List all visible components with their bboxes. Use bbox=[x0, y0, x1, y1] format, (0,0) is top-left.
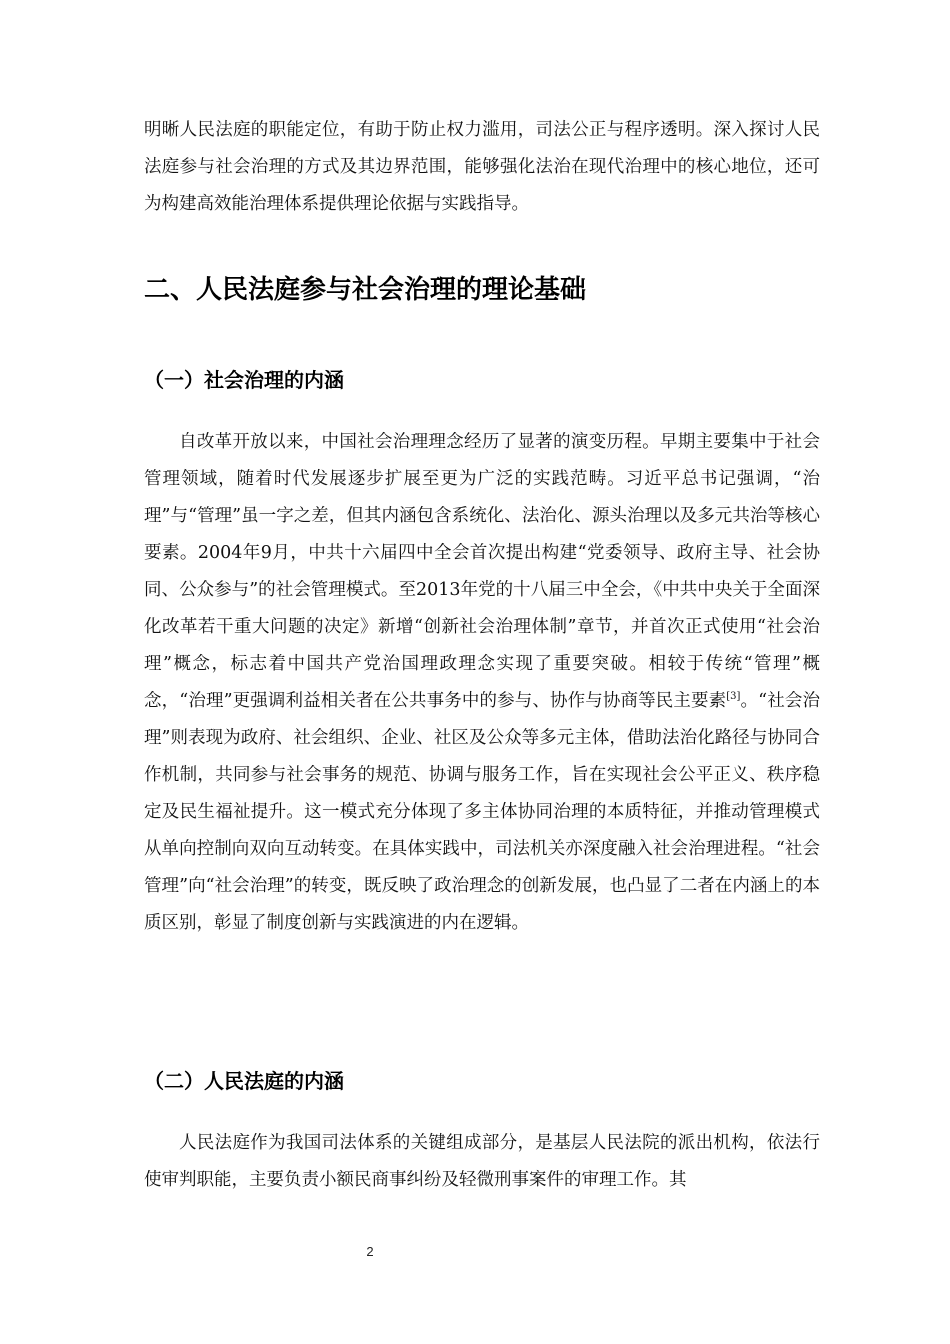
intro-paragraph: 明晰人民法庭的职能定位，有助于防止权力滥用，司法公正与程序透明。深入探讨人民法庭参与社会治理的方式及其边界范围，能够强化法治在现代治理中的核心地位，还可为构建高效能治理体系提供理论依据与实践指导。 bbox=[144, 120, 820, 214]
subsection-1-paragraph bbox=[144, 424, 820, 942]
section-heading: 二、人民法庭参与社会治理的理论基础 bbox=[144, 275, 587, 305]
subsection-1-text-a: 自改革开放以来，中国社会治理理念经历了显著的演变历程。早期主要集中于社会管理领域，随着时代发展逐步扩展至更为广泛的实践范畴。习近平总书记强调，“治理”与“管理”虽一字之差，但其内涵包含系统化、法治化、源头治理以及多元共治等核心要素。2004年9月，中共十六届四中全会首次提出构建“党委领导、政府主导、社会协同、公众参与”的社会管理模式。至2013年党的十八届三中全会，《中共中央关于全面深化改革若干重大问题的决定》新增“创新社会治理体制”章节，并首次正式使用“社会治理”概念，标志着中国共产党治国理政理念实现了重要突破。相较于传统“管理”概念，“治理”更强调利益相关者在公共事务中的参与、协作与协商等民主要素 bbox=[144, 432, 820, 711]
subsection-2-paragraph: 人民法庭作为我国司法体系的关键组成部分，是基层人民法院的派出机构，依法行使审判职能，主要负责小额民商事纠纷及轻微刑事案件的审理工作。其 bbox=[144, 1133, 820, 1190]
page-number: 2 bbox=[366, 1244, 374, 1259]
subsection-heading-2: （二）人民法庭的内涵 bbox=[144, 1069, 344, 1093]
subsection-1-text-b: 。“社会治理”则表现为政府、社会组织、企业、社区及公众等多元主体，借助法治化路径与协同合作机制，共同参与社会事务的规范、协调与服务工作，旨在实现社会公平正义、秩序稳定及民生福祉提升。这一模式充分体现了多主体协同治理的本质特征，并推动管理模式从单向控制向双向互动转变。在具体实践中，司法机关亦深度融入社会治理进程。“社会管理”向“社会治理”的转变，既反映了政治理念的创新发展，也凸显了二者在内涵上的本质区别，彰显了制度创新与实践演进的内在逻辑。 bbox=[144, 691, 821, 933]
subsection-heading-1: （一）社会治理的内涵 bbox=[144, 368, 344, 392]
citation-mark: [3] bbox=[726, 691, 741, 703]
